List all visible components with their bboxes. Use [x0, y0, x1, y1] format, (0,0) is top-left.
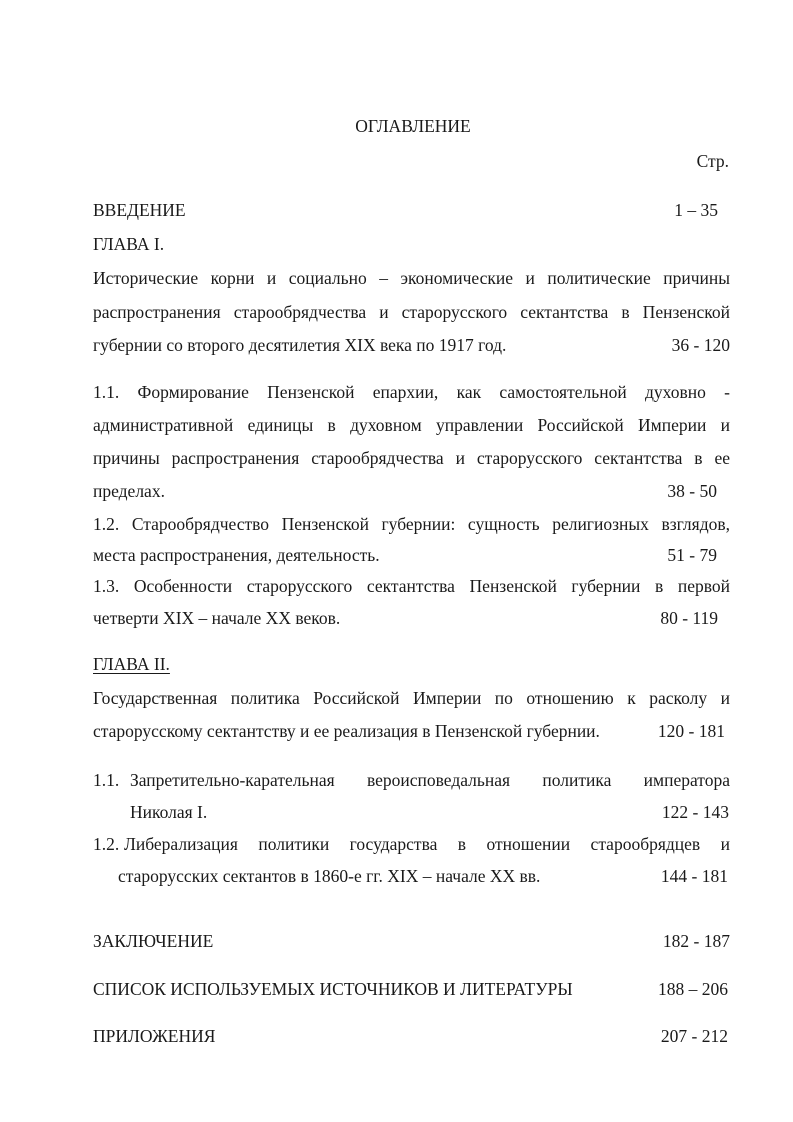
chapter-1-heading: ГЛАВА I.: [93, 234, 165, 254]
entry-pages: 122 - 143: [661, 802, 729, 822]
entry-pages: 36 - 120: [671, 335, 730, 355]
entry-line: Государственная политика Российской Империи по отношению к расколу и: [93, 688, 730, 708]
entry-line: распространения старообрядчества и старорусского сектантства в Пензенской: [93, 302, 730, 322]
entry-number: 1.1.: [93, 770, 120, 790]
entry-pages: 51 - 79: [667, 545, 717, 565]
entry-number: 1.2.: [93, 834, 120, 854]
entry-line: Исторические корни и социально – экономические и политические причины: [93, 268, 730, 288]
entry-pages: 144 - 181: [660, 866, 728, 886]
entry-line: 1.2. Старообрядчество Пензенской губернии: сущность религиозных взглядов,: [93, 514, 730, 534]
entry-line: причины распространения старообрядчества и старорусского сектантства в ее: [93, 448, 730, 468]
entry-pages: 188 – 206: [658, 979, 728, 999]
entry-label: СПИСОК ИСПОЛЬЗУЕМЫХ ИСТОЧНИКОВ И ЛИТЕРАТУРЫ: [93, 979, 573, 999]
entry-line: места распространения, деятельность.: [93, 545, 380, 565]
entry-label: ВВЕДЕНИЕ: [93, 200, 186, 220]
entry-line: Либерализация политики государства в отношении старообрядцев и: [124, 834, 730, 854]
entry-line: Запретительно-карательная вероисповедальная политика императора: [130, 770, 730, 790]
entry-pages: 207 - 212: [660, 1026, 728, 1046]
entry-pages: 38 - 50: [667, 481, 717, 501]
entry-line: старорусскому сектантству и ее реализация в Пензенской губернии.: [93, 721, 600, 741]
entry-line: 1.1. Формирование Пензенской епархии, как самостоятельной духовно -: [93, 382, 730, 402]
entry-pages: 182 - 187: [662, 931, 730, 951]
chapter-2-heading: ГЛАВА II.: [93, 654, 170, 674]
entry-line: губернии со второго десятилетия XIX века по 1917 год.: [93, 335, 507, 355]
entry-line: старорусских сектантов в 1860-е гг. XIX – начале XX вв.: [118, 866, 541, 886]
entry-line: пределах.: [93, 481, 165, 501]
entry-line: 1.3. Особенности старорусского сектантства Пензенской губернии в первой: [93, 576, 730, 596]
entry-line: четверти XIX – начале XX веков.: [93, 608, 341, 628]
entry-pages: 1 – 35: [674, 200, 718, 220]
page-column-header: Стр.: [696, 151, 729, 171]
entry-line: Николая I.: [130, 802, 208, 822]
entry-label: ЗАКЛЮЧЕНИЕ: [93, 931, 214, 951]
entry-line: административной единицы в духовном управлении Российской Империи и: [93, 415, 730, 435]
toc-title: ОГЛАВЛЕНИЕ: [355, 116, 471, 136]
entry-pages: 80 - 119: [660, 608, 718, 628]
entry-pages: 120 - 181: [657, 721, 725, 741]
entry-label: ПРИЛОЖЕНИЯ: [93, 1026, 216, 1046]
